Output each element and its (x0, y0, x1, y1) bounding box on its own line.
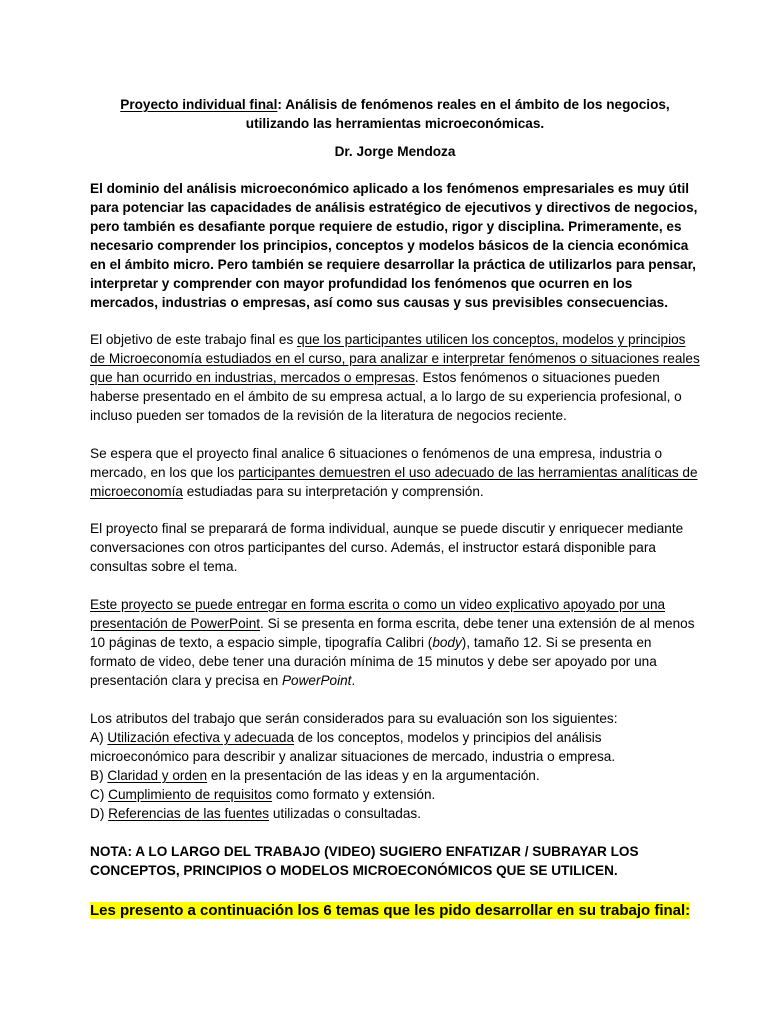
title-underlined: Proyecto individual final (120, 97, 278, 112)
attribute-rest: en la presentación de las ideas y en la argumentación. (207, 768, 540, 783)
delivery-text-a: . Si se presenta en forma escrita, debe tener una extensión de al menos 10 páginas de texto, a espacio simple, tipografía Calibri ( (90, 616, 695, 650)
attribute-prefix: B) (90, 768, 108, 783)
delivery-text-c: . (351, 673, 356, 688)
objective-paragraph (90, 330, 700, 425)
attribute-underlined: Claridad y orden (107, 768, 208, 783)
attribute-underlined: Referencias de las fuentes (108, 806, 270, 821)
final-highlight-text: Les presento a continuación los 6 temas que les pido desarrollar en su trabajo final: (90, 902, 691, 919)
expectation-paragraph (90, 444, 700, 501)
objective-underlined: que los participantes utilicen los conceptos, modelos y principios de Microeconomía estudiados en el curso, para analizar e interpretar fenómenos o situaciones reales que han ocurrido en industrias, mercados o empresas (90, 332, 700, 385)
attribute-item (90, 804, 700, 823)
delivery-italic-powerpoint: PowerPoint (281, 673, 352, 688)
objective-text-b: . Estos fenómenos o situaciones pueden haberse presentado en el ámbito de su empresa actual, a lo largo de su experiencia profesional, o incluso pueden ser tomados de la revisión de la literatura de negocios reciente. (90, 370, 682, 423)
attributes-section (90, 709, 700, 823)
author-name: Dr. Jorge Mendoza (334, 144, 456, 159)
objective-text-a: El objetivo de este trabajo final es (90, 332, 298, 347)
attribute-prefix: A) (90, 730, 108, 745)
document-title (90, 95, 700, 133)
attribute-underlined: Cumplimiento de requisitos (108, 787, 273, 802)
attribute-item (90, 728, 700, 766)
expectation-underlined: participantes demuestren el uso adecuado de las herramientas analíticas de microeconomía (90, 465, 698, 499)
attributes-lead: Los atributos del trabajo que serán considerados para su evaluación son los siguientes: (90, 711, 618, 726)
expectation-text-b: estudiadas para su interpretación y comprensión. (182, 484, 484, 499)
attribute-prefix: C) (90, 787, 109, 802)
attribute-rest: utilizadas o consultadas. (269, 806, 421, 821)
individual-paragraph: El proyecto final se preparará de forma individual, aunque se puede discutir y enriquecer mediante conversaciones con otros participantes del curso. Además, el instructor estará disponible para consultas sobre el tema. (90, 521, 684, 574)
attribute-rest: como formato y extensión. (272, 787, 436, 802)
attribute-item (90, 766, 700, 785)
attribute-rest: de los conceptos, modelos y principios del análisis microeconómico para describir y analizar situaciones de mercado, industria o empresa. (90, 730, 616, 764)
delivery-italic-body: body (432, 635, 462, 650)
attribute-prefix: D) (90, 806, 109, 821)
attribute-item (90, 785, 700, 804)
title-rest: : Análisis de fenómenos reales en el ámbito de los negocios, utilizando las herramientas microeconómicas. (245, 97, 670, 131)
expectation-text-a: Se espera que el proyecto final analice 6 situaciones o fenómenos de una empresa, industria o mercado, en los que los (90, 446, 663, 480)
final-highlight-paragraph (90, 900, 700, 922)
delivery-text-b: ), tamaño 12. Si se presenta en formato de video, debe tener una duración mínima de 15 minutos y debe ser apoyado por una presentación clara y precisa en (90, 635, 657, 688)
delivery-paragraph (90, 595, 700, 690)
attribute-underlined: Utilización efectiva y adecuada (107, 730, 295, 745)
delivery-underlined: Este proyecto se puede entregar en forma escrita o como un video explicativo apoyado por una presentación de PowerPoint (90, 597, 666, 631)
intro-paragraph: El dominio del análisis microeconómico aplicado a los fenómenos empresariales es muy útil para potenciar las capacidades de análisis estratégico de ejecutivos y directivos de negocios, pero también es desafiante porque requiere de estudio, rigor y disciplina. Primeramente, es necesario comprender los principios, conceptos y modelos básicos de la ciencia económica en el ámbito micro. Pero también se requiere desarrollar la práctica de utilizarlos para pensar, interpretar y comprender con mayor profundidad los fenómenos que ocurren en los mercados, industrias o empresas, así como sus causas y sus previsibles consecuencias. (90, 181, 698, 310)
note-paragraph: NOTA: A LO LARGO DEL TRABAJO (VIDEO) SUGIERO ENFATIZAR / SUBRAYAR LOS CONCEPTOS, PRINCIPIOS O MODELOS MICROECONÓMICOS QUE SE UTILICEN. (90, 844, 639, 878)
